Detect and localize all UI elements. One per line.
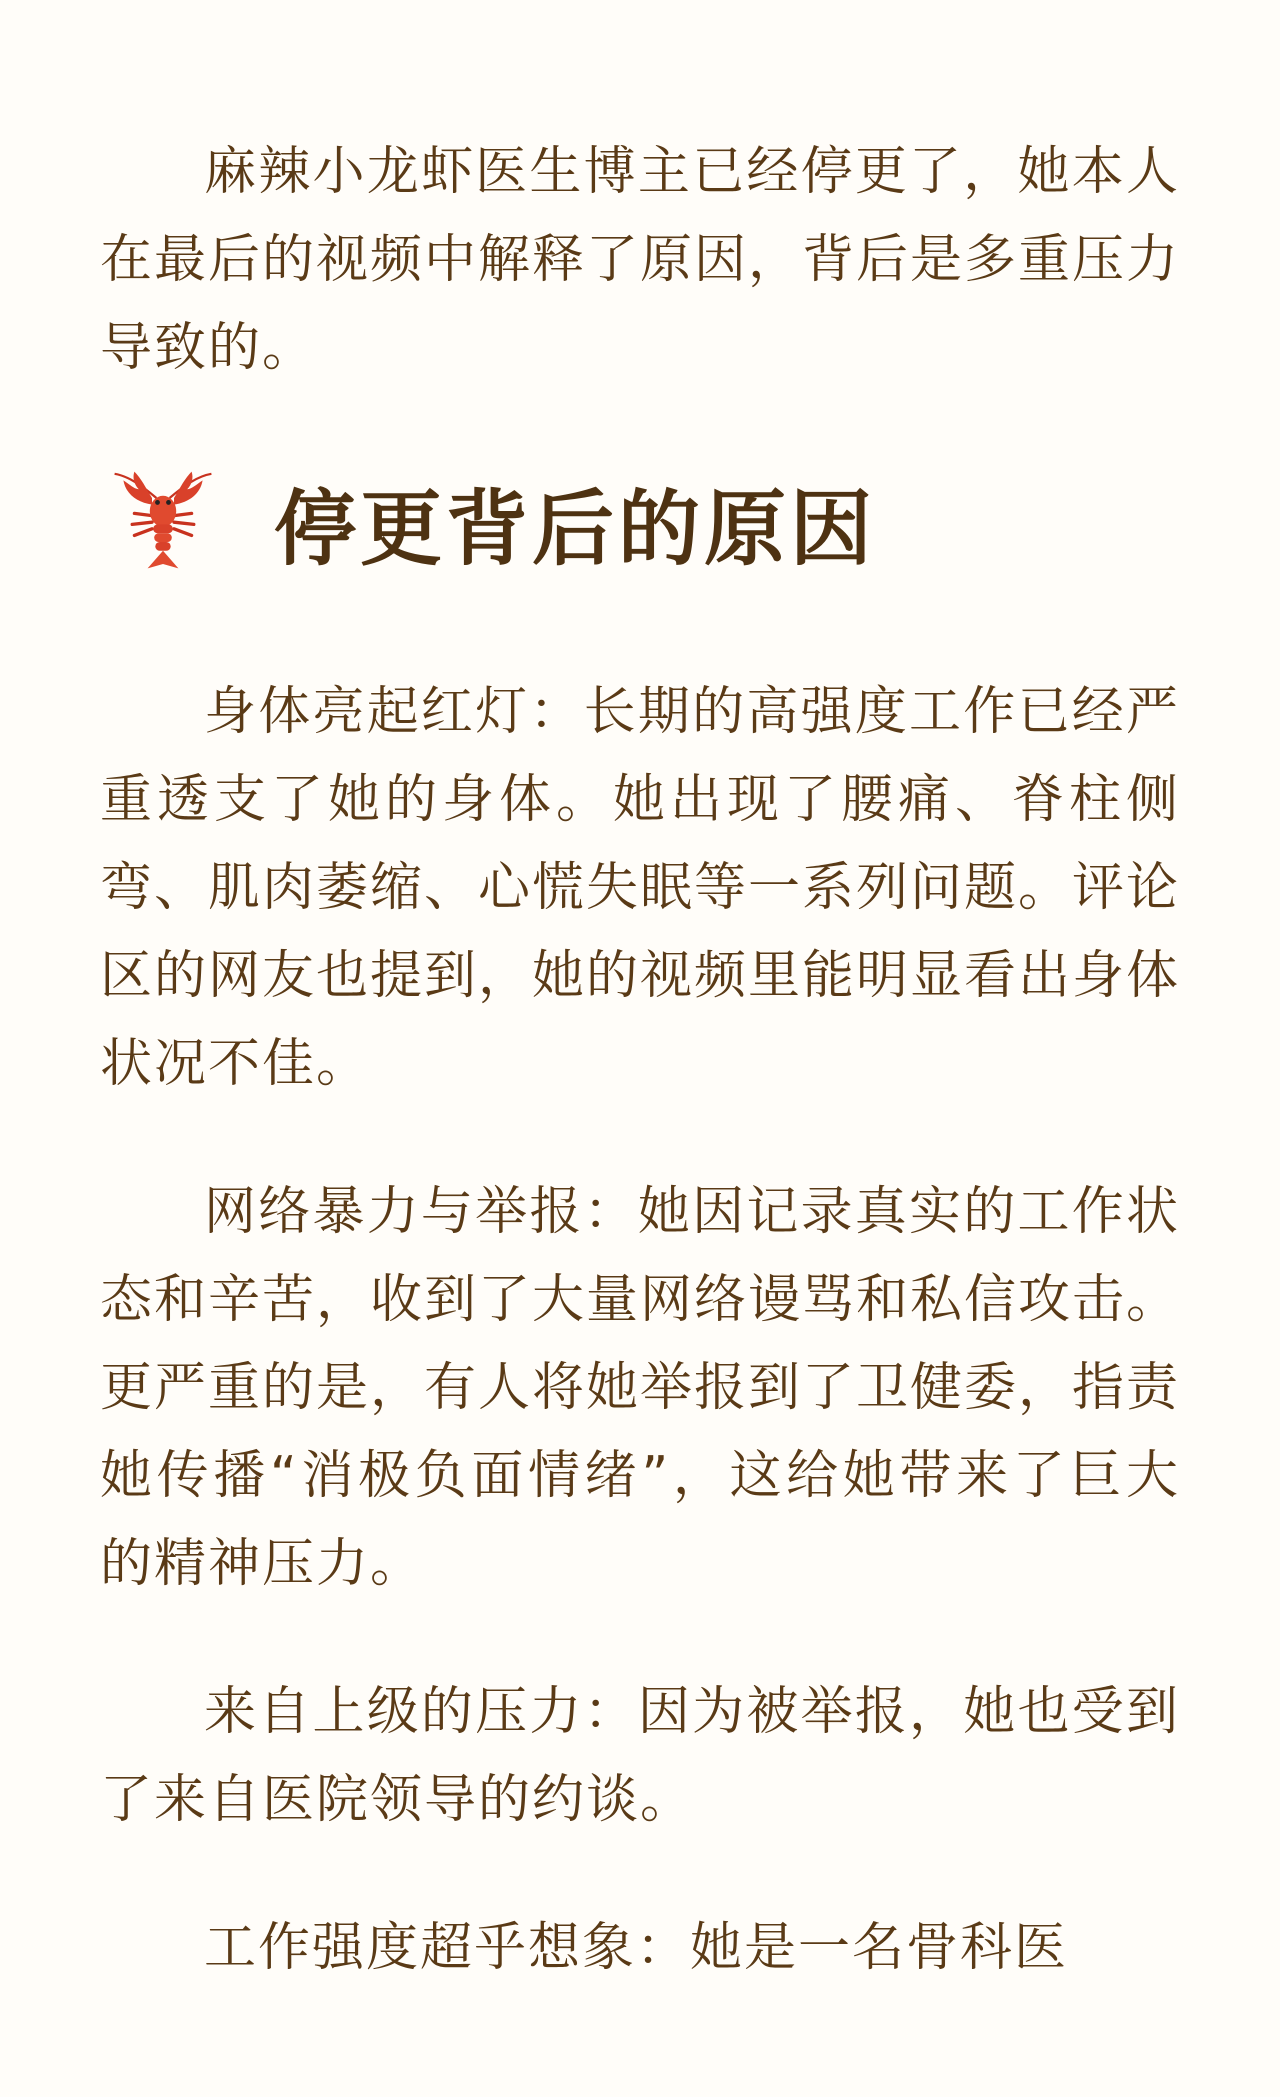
reason-paragraph-workload (100, 1904, 1180, 1992)
intro-paragraph: 麻辣小龙虾医生博主已经停更了，她本人在最后的视频中解释了原因，背后是多重压力导致的。 (100, 142, 1181, 378)
reason-label: 来自上级的压力： (204, 1682, 638, 1742)
reason-text: 她因记录真实的工作状态和辛苦，收到了大量网络谩骂和私信攻击。 更严重的是，有人将她举报到了卫健委，指责她传播“消极负面情绪”，这给她带来了巨大的精神压力。 (100, 1182, 1181, 1594)
reason-text: 她是一名骨科医 (690, 1918, 1069, 1978)
reason-paragraph-health (100, 668, 1180, 1108)
lobster-icon (100, 465, 274, 579)
reason-paragraph-cyberbullying (100, 1168, 1180, 1608)
section-heading (100, 452, 1180, 592)
reason-paragraph-superior-pressure (100, 1668, 1180, 1844)
reason-label: 工作强度超乎想象： (204, 1918, 691, 1978)
reason-label: 网络暴力与举报： (204, 1182, 638, 1242)
reason-text: 因为被举报，她也受到了来自医院领导的约谈。 (100, 1682, 1180, 1830)
reason-text: 长期的高强度工作已经严重透支了她的身体。她出现了腰痛、脊柱侧弯、肌肉萎缩、心慌失眠等一系列问题。评论区的网友也提到，她的视频里能明显看出身体状况不佳。 (100, 682, 1181, 1094)
section-title: 停更背后的原因 (274, 481, 877, 577)
reason-label: 身体亮起红灯： (204, 682, 584, 742)
